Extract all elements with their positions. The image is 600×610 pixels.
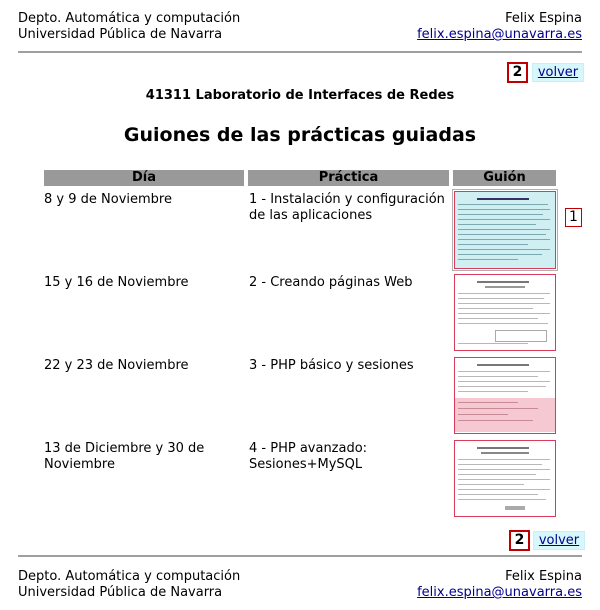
table-row-1-dia: 8 y 9 de Noviembre [44,192,172,207]
guion-thumbnail-2[interactable] [454,274,556,351]
table-row-1-practica: 1 - Instalación y configuración de las aplicaciones [249,192,445,223]
footer-contact [417,569,582,601]
course-title: 41311 Laboratorio de Interfaces de Redes [145,88,455,103]
table-row-3-practica: 3 - PHP básico y sesiones [249,358,414,373]
header-university: Universidad Pública de Navarra [18,27,223,42]
header-email-link[interactable]: felix.espina@unavarra.es [417,27,582,42]
guion-thumbnail-1[interactable] [454,191,556,269]
footer-university: Universidad Pública de Navarra [18,585,223,600]
annotation-badge-top: 2 [507,62,528,83]
guion-thumbnail-4[interactable] [454,440,556,517]
table-row-2-practica: 2 - Creando páginas Web [249,275,413,290]
footer-author: Felix Espina [505,569,582,584]
header-dept: Depto. Automática y computación [18,11,241,26]
header-author: Felix Espina [505,11,582,26]
table-row-3-dia: 22 y 23 de Noviembre [44,358,189,373]
footer-dept: Depto. Automática y computación [18,569,241,584]
column-header-guion: Guión [453,170,556,186]
column-header-practica: Práctica [248,170,449,186]
footer-divider [18,555,582,557]
header-contact [417,11,582,43]
footer-org [18,569,240,601]
header-divider [18,51,582,53]
table-row-4-dia: 13 de Diciembre y 30 de Noviembre [44,441,205,472]
page-title: Guiones de las prácticas guiadas [123,124,477,146]
volver-link-top[interactable]: volver [532,63,584,82]
volver-link-bottom[interactable]: volver [533,531,585,550]
header-org [18,11,240,43]
guion-thumbnail-3[interactable] [454,357,556,434]
annotation-badge-bottom: 2 [509,530,530,551]
column-header-dia: Día [44,170,244,186]
callout-marker: 1 [565,208,582,227]
footer-email-link[interactable]: felix.espina@unavarra.es [417,585,582,600]
table-row-2-dia: 15 y 16 de Noviembre [44,275,189,290]
table-row-4-practica: 4 - PHP avanzado: Sesiones+MySQL [249,441,368,472]
